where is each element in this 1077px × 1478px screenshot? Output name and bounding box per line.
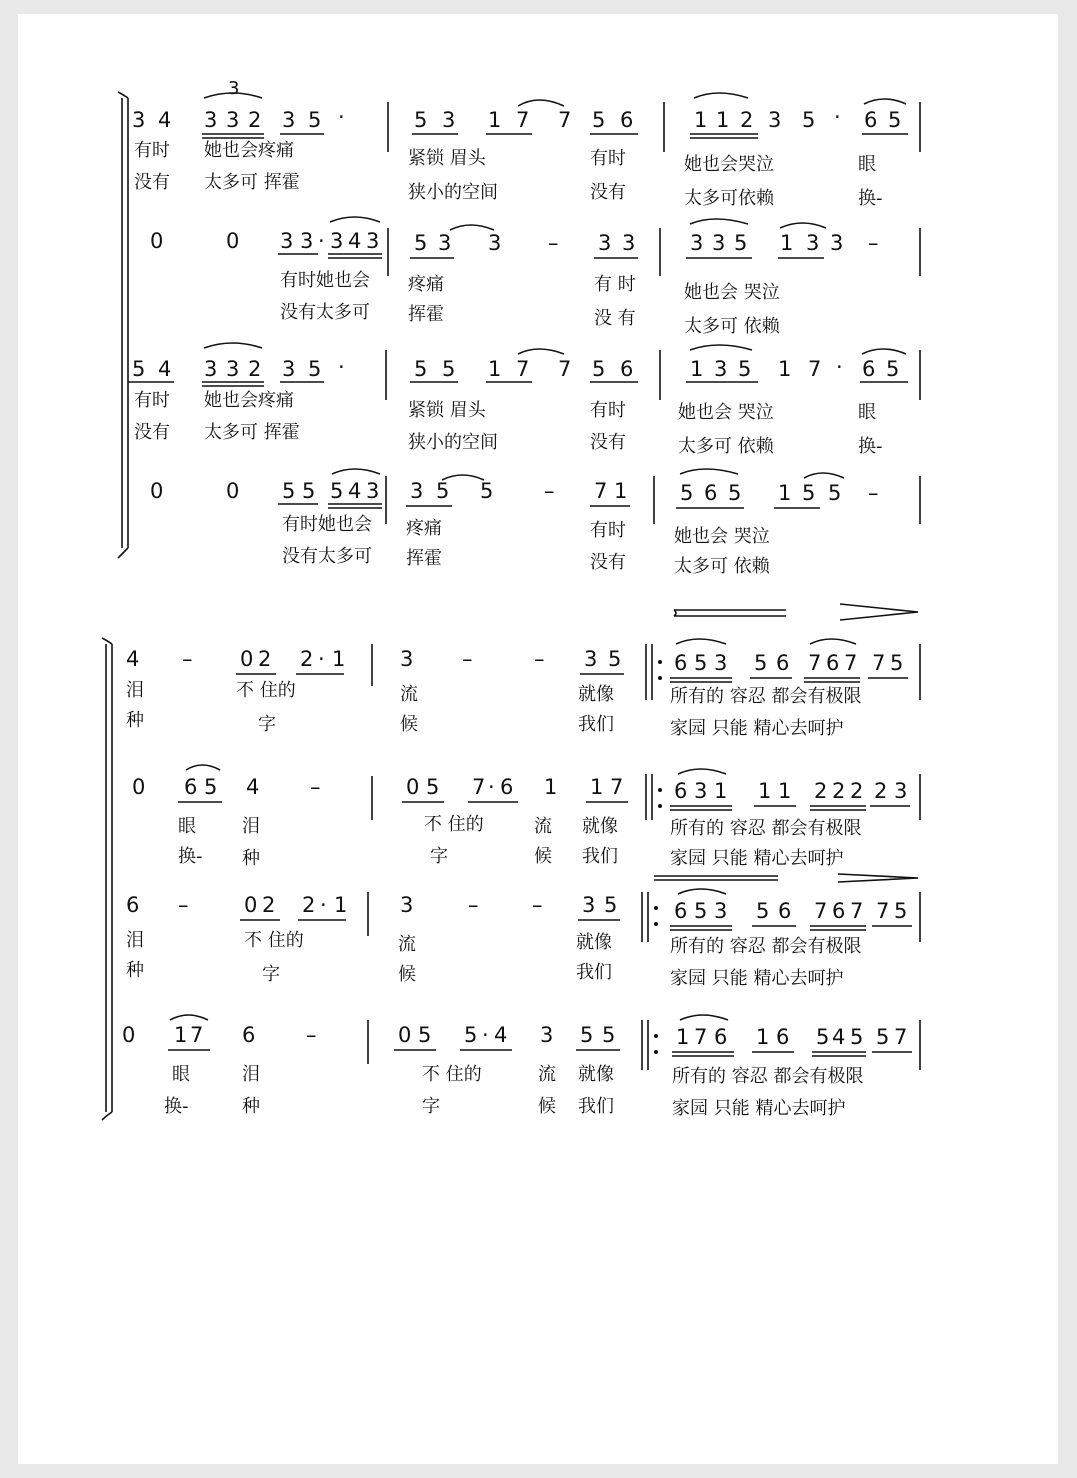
- note: 1: [488, 357, 502, 381]
- note: 1: [676, 1025, 690, 1049]
- note: 7: [472, 775, 486, 799]
- note: 5: [282, 479, 296, 503]
- dash: –: [310, 775, 321, 799]
- note: 1: [690, 357, 704, 381]
- lyric: 眼: [172, 1064, 190, 1085]
- note: 5: [426, 775, 440, 799]
- note: 5: [602, 1023, 616, 1047]
- lyric: 换-: [858, 188, 883, 209]
- note: 7: [594, 479, 608, 503]
- note: 3: [622, 231, 636, 255]
- note: 3: [400, 647, 414, 671]
- note: 4: [494, 1023, 508, 1047]
- note: 7: [844, 651, 858, 675]
- lyric: 泪: [242, 1064, 260, 1085]
- repeat-dot: [658, 676, 662, 680]
- lyric: 挥霍: [406, 548, 442, 569]
- lyric: 泪: [126, 930, 144, 951]
- lyric: 没有: [134, 172, 170, 193]
- lyric: 没有太多可: [280, 302, 370, 323]
- note: 3: [442, 108, 456, 132]
- note: 3: [584, 647, 598, 671]
- note: 6: [126, 893, 140, 917]
- lyric: 有时: [590, 520, 626, 541]
- note: 5: [302, 479, 316, 503]
- lyric: 有时: [134, 140, 170, 161]
- note: 1: [780, 231, 794, 255]
- lyric: 有时: [590, 400, 626, 421]
- lyric: 紧锁 眉头: [408, 400, 486, 421]
- dot: ·: [834, 105, 841, 129]
- part-2: [150, 217, 920, 337]
- note: 1: [778, 357, 792, 381]
- note: 0: [150, 229, 164, 253]
- lyric: 有时: [590, 148, 626, 169]
- note: 5: [418, 1023, 432, 1047]
- note: 5: [876, 1025, 890, 1049]
- dot: ·: [488, 775, 495, 799]
- dash: –: [868, 231, 879, 255]
- part-4: [150, 469, 920, 577]
- note: 5: [204, 775, 218, 799]
- lyric: 有 时: [594, 274, 636, 295]
- underline-beam: [278, 254, 382, 258]
- lyric: 狭小的空间: [408, 432, 498, 453]
- note: 3: [132, 108, 146, 132]
- underline-beam: [676, 469, 844, 508]
- note: 7: [872, 651, 886, 675]
- note: 7: [516, 357, 530, 381]
- dot: ·: [338, 105, 345, 129]
- note: 3: [714, 899, 728, 923]
- note: 4: [348, 479, 362, 503]
- system-bracket: [102, 638, 112, 1120]
- note: 7: [190, 1023, 204, 1047]
- note: 5: [738, 357, 752, 381]
- lyric: 她也会疼痛: [204, 390, 294, 411]
- lyric: 家园 只能 精心去呵护: [672, 1098, 846, 1119]
- note: 7: [516, 108, 530, 132]
- note: 5: [802, 108, 816, 132]
- lyric: 太多可 依赖: [674, 556, 770, 577]
- underline-beam: [686, 219, 826, 258]
- note: 3: [226, 357, 240, 381]
- note: 1: [756, 1025, 770, 1049]
- lyric: 不 住的: [236, 680, 296, 701]
- lyric: 不 住的: [244, 930, 304, 951]
- lyric: 候: [534, 846, 552, 867]
- lyric: 我们: [578, 714, 614, 735]
- triplet-slur: [204, 343, 262, 348]
- note: 1: [694, 108, 708, 132]
- note: 4: [126, 647, 140, 671]
- note: 6: [832, 899, 846, 923]
- note: 2: [302, 893, 316, 917]
- lyric: 泪: [126, 680, 144, 701]
- lyric: 换-: [164, 1096, 189, 1117]
- note: 6: [776, 1025, 790, 1049]
- numbered-notation-score: [18, 14, 1058, 1464]
- note: 3: [830, 231, 844, 255]
- note: 3: [330, 229, 344, 253]
- note: 6: [862, 357, 876, 381]
- note: 7: [694, 1025, 708, 1049]
- note: 5: [464, 1023, 478, 1047]
- note: 1: [614, 479, 628, 503]
- note: 6: [776, 651, 790, 675]
- note: 0: [122, 1023, 136, 1047]
- lyric: 家园 只能 精心去呵护: [670, 968, 844, 989]
- lyric: 就像: [578, 1064, 614, 1085]
- lyric: 种: [126, 960, 144, 981]
- note: 3: [894, 779, 908, 803]
- dot: ·: [318, 229, 325, 253]
- note: 7: [558, 108, 572, 132]
- note: 6: [864, 108, 878, 132]
- note: 5: [890, 651, 904, 675]
- note: 5: [754, 651, 768, 675]
- note: 3: [282, 108, 296, 132]
- note: 0: [244, 893, 258, 917]
- note: 5: [592, 108, 606, 132]
- note: 1: [778, 481, 792, 505]
- lyric: 紧锁 眉头: [408, 148, 486, 169]
- note: 2: [850, 779, 864, 803]
- note: 5: [592, 357, 606, 381]
- note: 3: [282, 357, 296, 381]
- note: 3: [300, 229, 314, 253]
- underline-beam: [202, 134, 324, 138]
- note: 5: [680, 481, 694, 505]
- note: 1: [334, 893, 348, 917]
- lyric: 流: [398, 934, 416, 955]
- note: 7: [850, 899, 864, 923]
- lyric: 所有的 容忍 都会有极限: [670, 818, 862, 839]
- note: 4: [348, 229, 362, 253]
- lyric: 字: [430, 846, 448, 867]
- note: 0: [226, 479, 240, 503]
- note: 5: [414, 108, 428, 132]
- lyric: 没有太多可: [282, 546, 372, 567]
- note: 3: [226, 108, 240, 132]
- lyric: 没有: [590, 432, 626, 453]
- note: 5: [734, 231, 748, 255]
- lyric: 她也会 哭泣: [684, 282, 780, 303]
- system-1: [118, 78, 920, 577]
- dash: –: [468, 893, 479, 917]
- note: 5: [888, 108, 902, 132]
- dash: –: [868, 481, 879, 505]
- note: 3: [768, 108, 782, 132]
- lyric: 她也会 哭泣: [678, 402, 774, 423]
- lyric: 没 有: [594, 308, 636, 329]
- note: 1: [544, 775, 558, 799]
- dash: –: [544, 479, 555, 503]
- dash: –: [462, 647, 473, 671]
- note: 3: [598, 231, 612, 255]
- part-1: [126, 639, 920, 739]
- note: 5: [816, 1025, 830, 1049]
- lyric: 眼: [858, 402, 876, 423]
- note: 1: [716, 108, 730, 132]
- dot: ·: [338, 355, 345, 379]
- lyric: 有时: [134, 390, 170, 411]
- lyric: 疼痛: [408, 274, 444, 295]
- lyric: 太多可 挥霍: [204, 172, 300, 193]
- note: 3: [410, 479, 424, 503]
- part-4: [122, 1015, 920, 1119]
- repeat-dot: [658, 660, 662, 664]
- note: 5: [828, 481, 842, 505]
- note: 3: [806, 231, 820, 255]
- lyric: 太多可 依赖: [684, 316, 780, 337]
- lyric: 狭小的空间: [408, 182, 498, 203]
- note: 7: [894, 1025, 908, 1049]
- note: 7: [558, 357, 572, 381]
- system-2: [102, 638, 920, 1120]
- note: 3: [438, 231, 452, 255]
- lyric: 字: [258, 714, 276, 735]
- note: 5: [886, 357, 900, 381]
- dynamics-hairpin: [654, 874, 918, 882]
- dot: ·: [320, 893, 327, 917]
- note: 2: [258, 647, 272, 671]
- note: 3: [690, 231, 704, 255]
- note: 1: [174, 1023, 188, 1047]
- lyric: 疼痛: [406, 518, 442, 539]
- repeat-dot: [654, 1050, 658, 1054]
- lyric: 太多可依赖: [684, 188, 774, 209]
- system-bracket: [118, 92, 128, 558]
- lyric: 种: [242, 1096, 260, 1117]
- note: 5: [436, 479, 450, 503]
- note: 3: [204, 357, 218, 381]
- lyric: 换-: [178, 846, 203, 867]
- lyric: 流: [534, 816, 552, 837]
- note: 7: [610, 775, 624, 799]
- note: 5: [608, 647, 622, 671]
- note: 2: [248, 357, 262, 381]
- note: 6: [714, 1025, 728, 1049]
- note: 6: [826, 651, 840, 675]
- note: 6: [674, 899, 688, 923]
- note: 1: [332, 647, 346, 671]
- lyric: 我们: [578, 1096, 614, 1117]
- repeat-dot: [654, 1034, 658, 1038]
- note: 2: [814, 779, 828, 803]
- lyric: 家园 只能 精心去呵护: [670, 718, 844, 739]
- lyric: 没有: [134, 422, 170, 443]
- note: 7: [808, 357, 822, 381]
- lyric: 有时她也会: [282, 514, 372, 535]
- part-1: [132, 78, 920, 209]
- note: 5: [580, 1023, 594, 1047]
- note: 3: [714, 651, 728, 675]
- decrescendo-hairpin: [840, 604, 918, 620]
- dash: –: [532, 893, 543, 917]
- note: 6: [704, 481, 718, 505]
- note: 6: [778, 899, 792, 923]
- note: 6: [500, 775, 514, 799]
- lyric: 种: [242, 848, 260, 869]
- note: 5: [604, 893, 618, 917]
- lyric: 没有: [590, 552, 626, 573]
- dot: ·: [482, 1023, 489, 1047]
- note: 3: [400, 893, 414, 917]
- note: 2: [874, 779, 888, 803]
- lyric: 太多可 挥霍: [204, 422, 300, 443]
- note: 6: [674, 651, 688, 675]
- lyric: 太多可 依赖: [678, 436, 774, 457]
- note: 6: [242, 1023, 256, 1047]
- repeat-dot: [654, 922, 658, 926]
- lyric: 就像: [582, 816, 618, 837]
- note: 2: [300, 647, 314, 671]
- repeat-dot: [654, 906, 658, 910]
- note: 1: [758, 779, 772, 803]
- part-3: [128, 343, 920, 457]
- note: 3: [712, 231, 726, 255]
- lyric: 就像: [576, 932, 612, 953]
- lyric: 不 住的: [424, 814, 484, 835]
- note: 1: [488, 108, 502, 132]
- lyric: 泪: [242, 816, 260, 837]
- note: 5: [850, 1025, 864, 1049]
- note: 4: [832, 1025, 846, 1049]
- note: 3: [714, 357, 728, 381]
- note: 6: [184, 775, 198, 799]
- lyric: 有时她也会: [280, 270, 370, 291]
- lyric: 流: [538, 1064, 556, 1085]
- note: 7: [814, 899, 828, 923]
- dash: –: [534, 647, 545, 671]
- note: 5: [442, 357, 456, 381]
- note: 5: [728, 481, 742, 505]
- dash: –: [306, 1023, 317, 1047]
- note: 0: [132, 775, 146, 799]
- note: 5: [894, 899, 908, 923]
- lyric: 所有的 容忍 都会有极限: [672, 1066, 864, 1087]
- dash: –: [548, 231, 559, 255]
- lyric: 眼: [858, 154, 876, 175]
- lyric: 换-: [858, 436, 883, 457]
- note: 5: [330, 479, 344, 503]
- note: 0: [150, 479, 164, 503]
- lyric: 字: [422, 1096, 440, 1117]
- note: 4: [158, 357, 172, 381]
- underline-beam: [128, 382, 324, 386]
- lyric: 我们: [582, 846, 618, 867]
- note: 5: [756, 899, 770, 923]
- note: 5: [308, 357, 322, 381]
- slur: [694, 93, 906, 104]
- dash: –: [178, 893, 189, 917]
- lyric: 就像: [578, 684, 614, 705]
- note: 2: [248, 108, 262, 132]
- note: 5: [414, 357, 428, 381]
- triplet-slur: [330, 217, 380, 222]
- repeat-dot: [658, 804, 662, 808]
- lyric: 家园 只能 精心去呵护: [670, 848, 844, 869]
- note: 5: [132, 357, 146, 381]
- crescendo-hairpin: [674, 610, 786, 616]
- lyric: 字: [262, 964, 280, 985]
- lyric: 眼: [178, 816, 196, 837]
- lyric: 不 住的: [422, 1064, 482, 1085]
- note: 1: [778, 779, 792, 803]
- note: 3: [694, 779, 708, 803]
- lyric: 种: [126, 710, 144, 731]
- note: 3: [366, 229, 380, 253]
- lyric: 她也会 哭泣: [674, 526, 770, 547]
- score-page: [18, 14, 1058, 1464]
- dash: –: [182, 647, 193, 671]
- lyric: 她也会疼痛: [204, 140, 294, 161]
- dot: ·: [318, 647, 325, 671]
- note: 6: [620, 357, 634, 381]
- note: 5: [694, 651, 708, 675]
- dot: ·: [836, 355, 843, 379]
- lyric: 流: [400, 684, 418, 705]
- lyric: 候: [538, 1096, 556, 1117]
- part-3: [126, 889, 920, 989]
- note: 5: [802, 481, 816, 505]
- note: 3: [366, 479, 380, 503]
- dynamics-hairpins: [674, 604, 918, 620]
- note: 5: [308, 108, 322, 132]
- lyric: 挥霍: [408, 304, 444, 325]
- lyric: 她也会哭泣: [684, 154, 774, 175]
- note: 2: [740, 108, 754, 132]
- triplet-mark: 3: [228, 78, 240, 99]
- note: 0: [398, 1023, 412, 1047]
- lyric: 所有的 容忍 都会有极限: [670, 936, 862, 957]
- note: 7: [808, 651, 822, 675]
- underline-beam: [690, 134, 908, 138]
- note: 3: [488, 231, 502, 255]
- lyric: 没有: [590, 182, 626, 203]
- lyric: 候: [400, 714, 418, 735]
- note: 3: [204, 108, 218, 132]
- note: 6: [674, 779, 688, 803]
- note: 4: [246, 775, 260, 799]
- note: 3: [280, 229, 294, 253]
- note: 3: [540, 1023, 554, 1047]
- lyric: 我们: [576, 962, 612, 983]
- note: 7: [876, 899, 890, 923]
- lyric: 候: [398, 964, 416, 985]
- part-2: [132, 765, 920, 882]
- note: 5: [694, 899, 708, 923]
- lyric: 所有的 容忍 都会有极限: [670, 686, 862, 707]
- repeat-dot: [658, 788, 662, 792]
- note: 2: [262, 893, 276, 917]
- note: 3: [582, 893, 596, 917]
- note: 5: [480, 479, 494, 503]
- note: 4: [158, 108, 172, 132]
- note: 1: [590, 775, 604, 799]
- note: 0: [406, 775, 420, 799]
- note: 6: [620, 108, 634, 132]
- tie: [518, 100, 564, 106]
- note: 0: [226, 229, 240, 253]
- note: 1: [714, 779, 728, 803]
- note: 0: [240, 647, 254, 671]
- note: 2: [832, 779, 846, 803]
- note: 5: [414, 231, 428, 255]
